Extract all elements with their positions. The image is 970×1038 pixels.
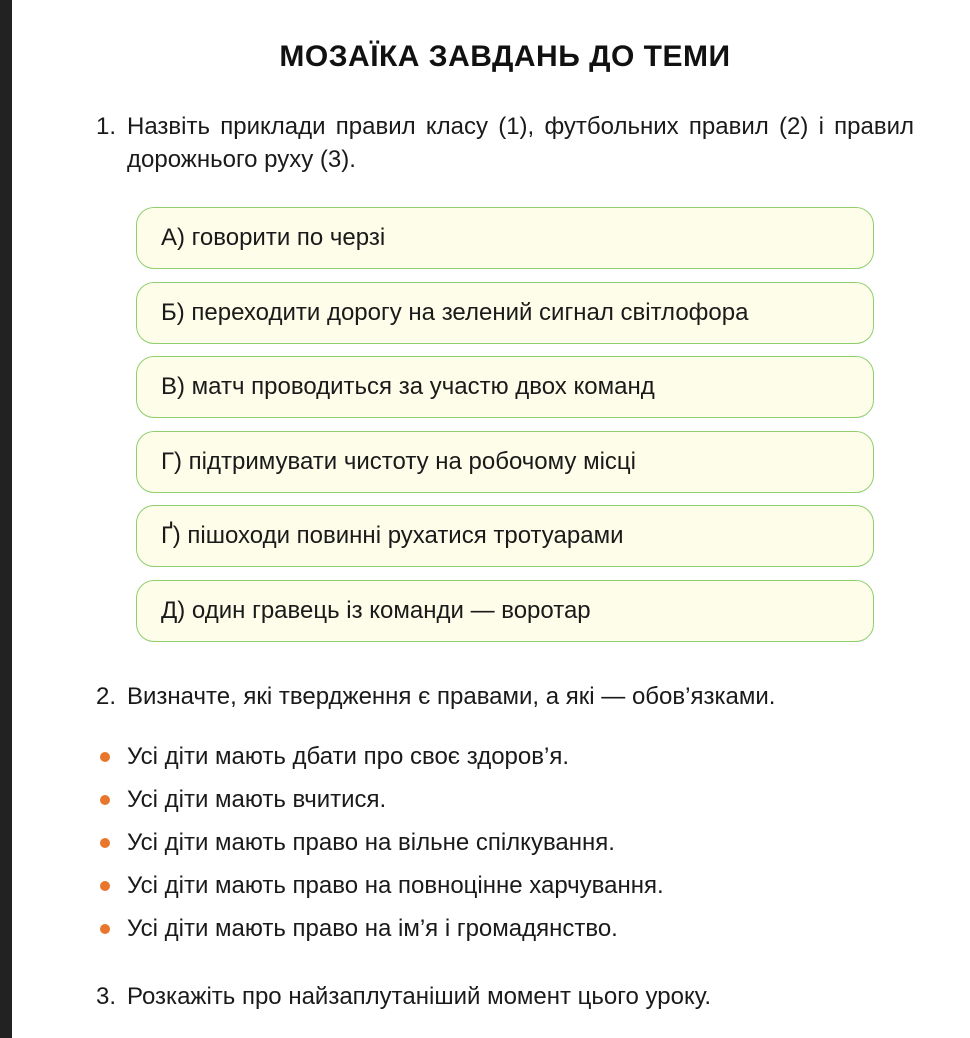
question-1-text: Назвіть приклади правил класу (1), футбольних правил (2) і правил дорожнього руху (3).: [127, 113, 914, 173]
list-item: [96, 740, 914, 783]
page-edge: [0, 0, 12, 1038]
question-3-number: 3.: [96, 983, 117, 1010]
statement-text: Усі діти мають вчитися.: [127, 786, 387, 813]
bullet-dot-icon: [100, 838, 110, 848]
statement-text: Усі діти мають дбати про своє здоров’я.: [127, 743, 569, 770]
statement-text: Усі діти мають право на ім’я і громадянство.: [127, 915, 618, 942]
option-b: Б) переходити дорогу на зелений сигнал світлофора: [136, 282, 874, 344]
statement-text: Усі діти мають право на вільне спілкування.: [127, 829, 615, 856]
question-2-number: 2.: [96, 683, 117, 710]
question-2-text: Визначте, які твердження є правами, а які — обов’язками.: [127, 683, 776, 710]
question-3-text: Розкажіть про найзаплутаніший момент цього уроку.: [127, 983, 711, 1010]
bullet-dot-icon: [100, 924, 110, 934]
page-title: МОЗАЇКА ЗАВДАНЬ ДО ТЕМИ: [279, 40, 731, 73]
question-1: [96, 110, 914, 176]
option-h: Г) підтримувати чистоту на робочому місці: [136, 431, 874, 493]
list-item: [96, 783, 914, 826]
list-item: [96, 826, 914, 869]
list-item: [96, 869, 914, 912]
option-g: Ґ) пішоходи повинні рухатися тротуарами: [136, 505, 874, 567]
question-2: [96, 680, 914, 713]
option-a: А) говорити по черзі: [136, 207, 874, 269]
list-item: [96, 912, 914, 955]
statements-list: [96, 740, 914, 955]
answer-options: [136, 207, 874, 654]
option-d: Д) один гравець із команди — воротар: [136, 580, 874, 642]
bullet-dot-icon: [100, 881, 110, 891]
bullet-dot-icon: [100, 795, 110, 805]
bullet-dot-icon: [100, 752, 110, 762]
statement-text: Усі діти мають право на повноцінне харчування.: [127, 872, 664, 899]
question-3: [96, 980, 914, 1013]
option-v: В) матч проводиться за участю двох команд: [136, 356, 874, 418]
question-1-number: 1.: [96, 113, 117, 140]
